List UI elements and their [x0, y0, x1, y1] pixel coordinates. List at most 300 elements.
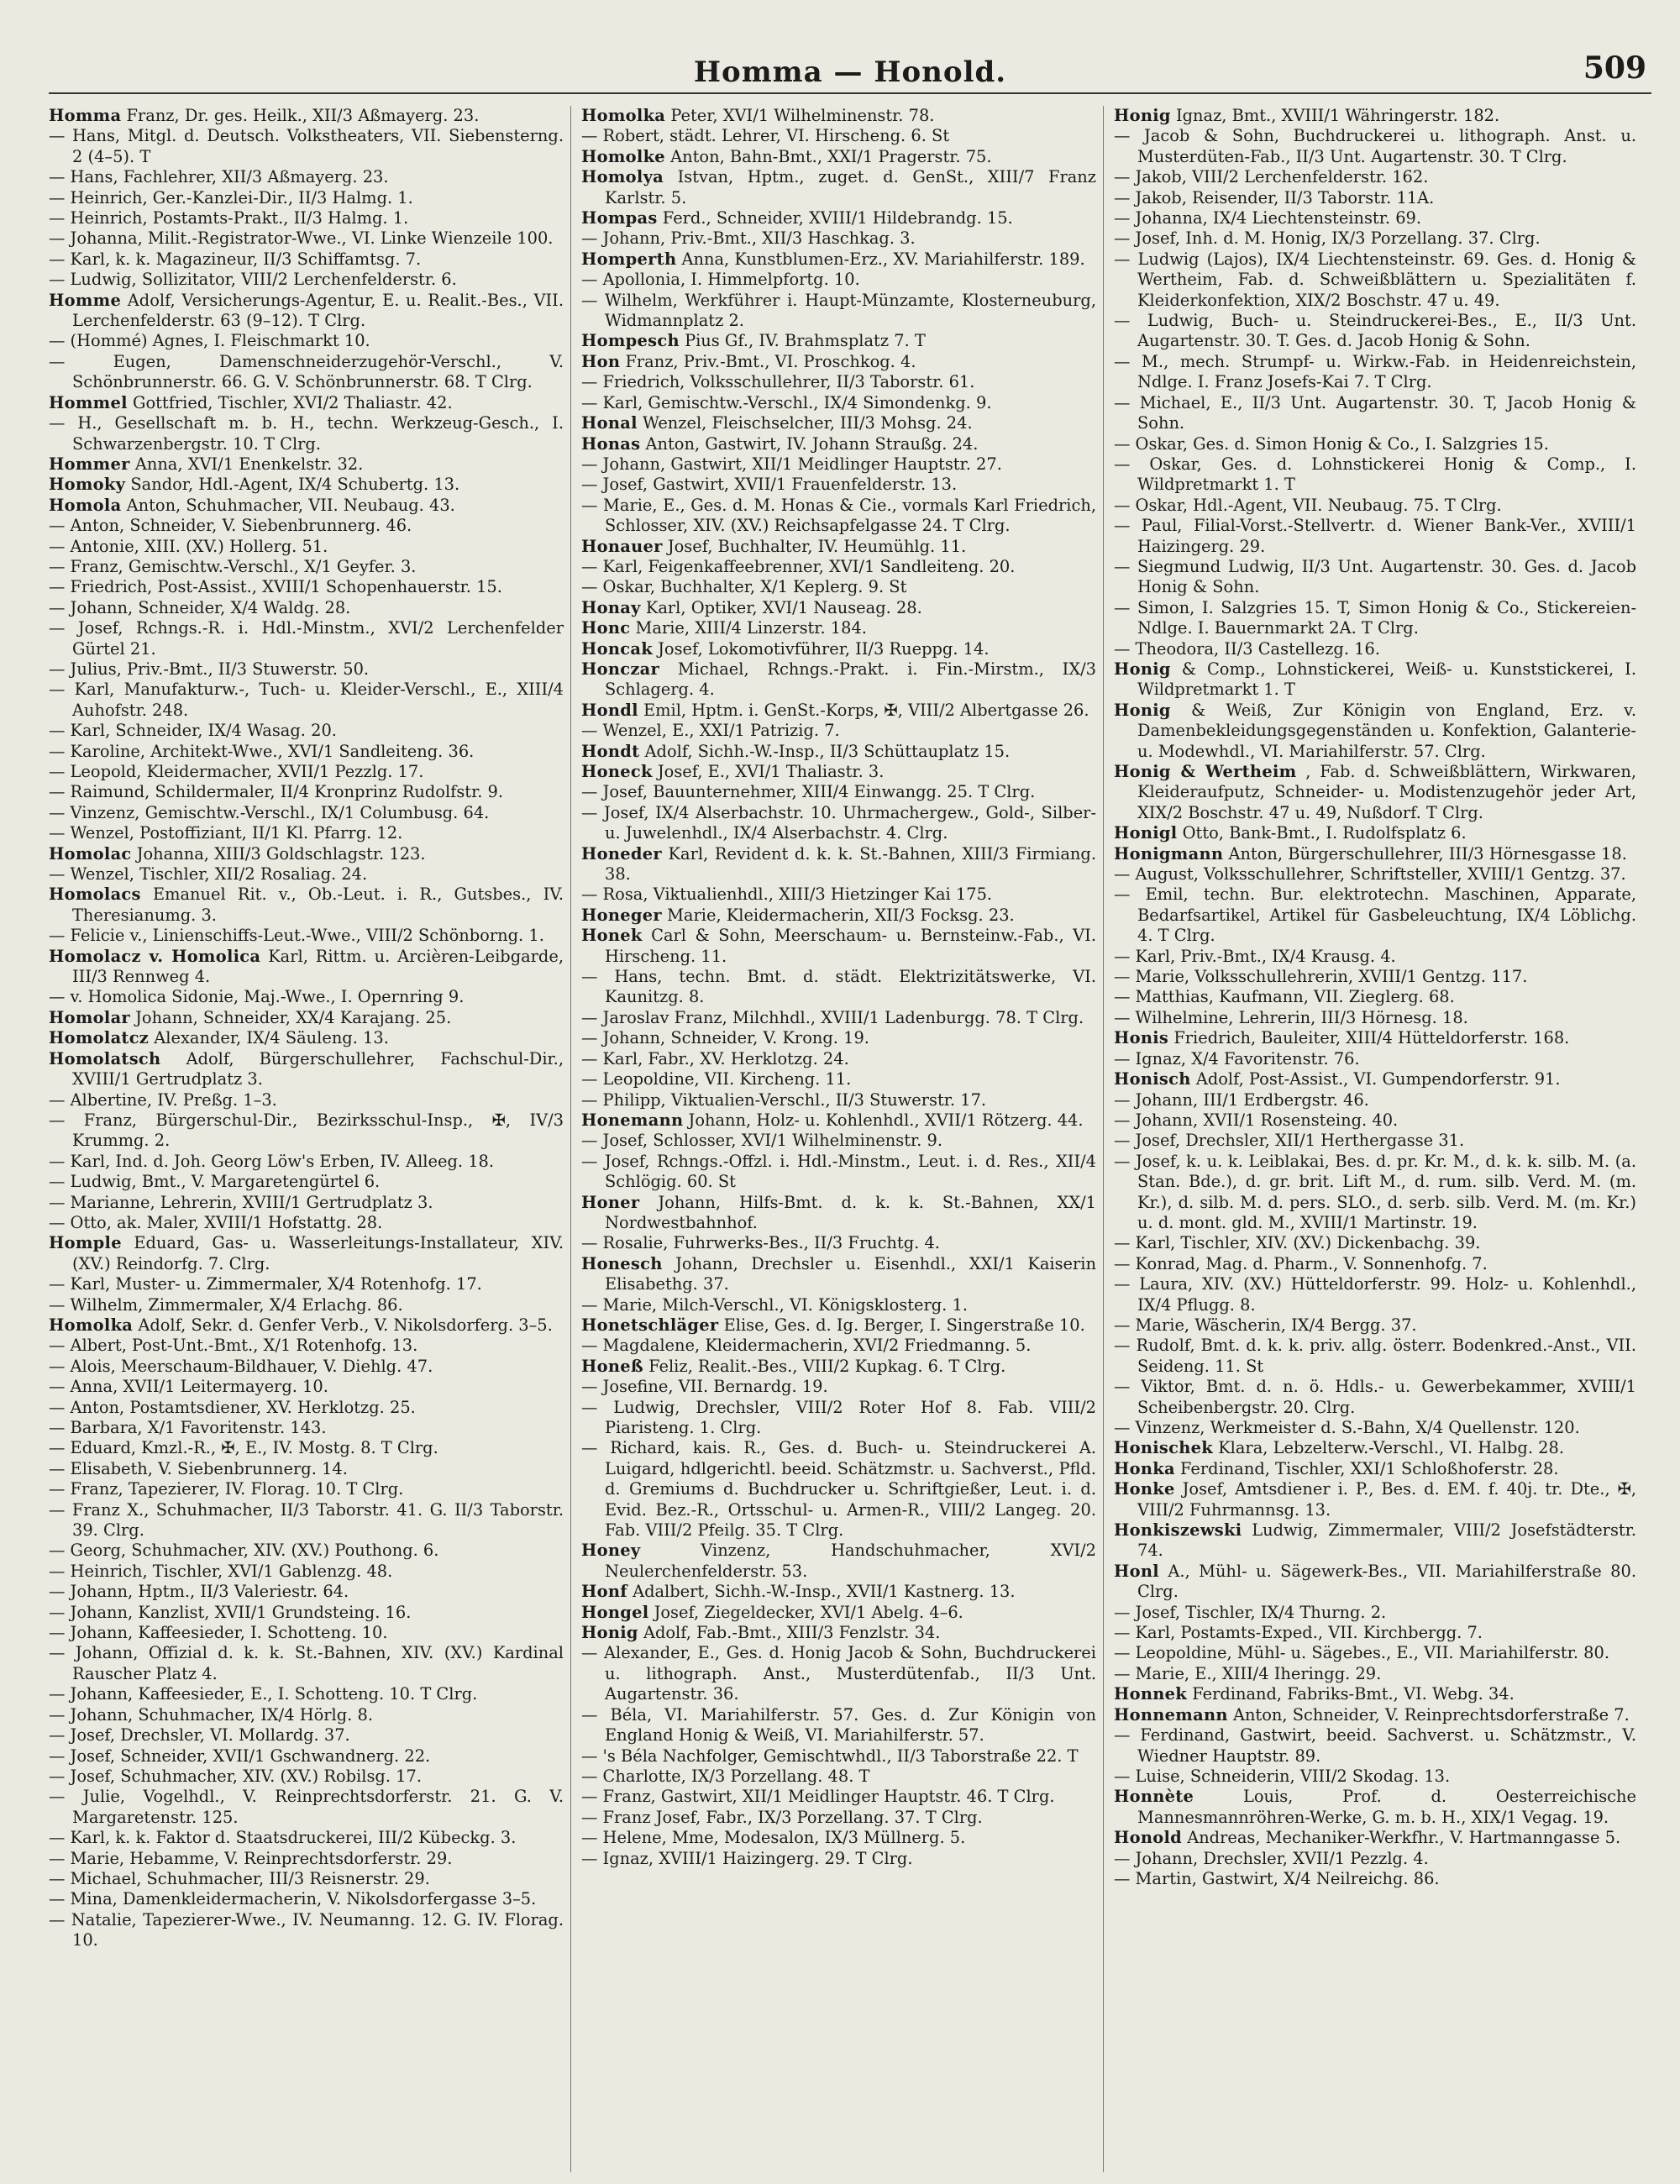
directory-entry — [1114, 1336, 1636, 1377]
surname: Hompesch — [581, 331, 680, 351]
directory-entry — [581, 167, 1096, 208]
entry-text: — Emil, techn. Bur. elektrotechn. Maschinen, Apparate, Bedarfsartikel, Artikel für Gasbeleuchtung, IX/4 Löblichg. 4. T Clrg. — [1114, 885, 1636, 946]
directory-entry — [581, 1254, 1096, 1295]
directory-entry — [1114, 1869, 1636, 1889]
entry-text: — Karl, Manufakturw.-, Tuch- u. Kleider-Verschl., E., XIII/4 Auhofstr. 248. — [49, 680, 564, 720]
entry-text: Johann, Hilfs-Bmt. d. k. k. St.-Bahnen, XX/1 Nordwestbahnhof. — [605, 1192, 1096, 1232]
directory-entry — [1114, 1008, 1636, 1028]
entry-text: , Fab. d. Schweißblättern, Wirkwaren, Kleideraufputz, Schneider- u. Modistenzugehör jeder Art, XIX/2 Boschstr. 47 u. 49, Nußdorf. T Clrg. — [1137, 762, 1636, 822]
directory-entry — [581, 228, 1096, 249]
directory-entry — [49, 803, 564, 823]
page-number: 509 — [1583, 50, 1646, 86]
columns — [49, 106, 1651, 2172]
directory-entry — [49, 1152, 564, 1172]
directory-entry — [1114, 208, 1636, 228]
directory-entry — [581, 434, 1096, 454]
directory-entry — [581, 1746, 1096, 1767]
surname: Honis — [1114, 1028, 1169, 1048]
directory-entry — [1114, 393, 1636, 434]
directory-entry — [1114, 557, 1636, 598]
entry-text: — Alois, Meerschaum-Bildhauer, V. Diehlg. 47. — [49, 1356, 433, 1376]
entry-text: Ferdinand, Tischler, XXI/1 Schloßhoferstr. 28. — [1180, 1458, 1559, 1478]
directory-entry — [1114, 1664, 1636, 1684]
directory-entry — [581, 1398, 1096, 1439]
directory-entry — [49, 1274, 564, 1294]
directory-entry — [49, 208, 564, 228]
entry-text: — Josef, Inh. d. M. Honig, IX/3 Porzellang. 37. Clrg. — [1114, 228, 1541, 249]
directory-entry — [1114, 844, 1636, 864]
directory-entry — [1114, 311, 1636, 352]
entry-text: — Siegmund Ludwig, II/3 Unt. Augartenstr. 30. Ges. d. Jacob Honig & Sohn. — [1114, 556, 1636, 597]
directory-entry — [1114, 762, 1636, 823]
entry-text: — Franz X., Schuhmacher, II/3 Taborstr. 41. G. II/3 Taborstr. 39. Clrg. — [49, 1499, 564, 1541]
entry-text: Elise, Ges. d. Ig. Berger, I. Singerstraße 10. — [723, 1315, 1085, 1335]
directory-entry — [49, 516, 564, 536]
directory-entry — [49, 1582, 564, 1602]
entry-text: Franz, Priv.-Bmt., VI. Proschkog. 4. — [625, 351, 916, 371]
directory-entry — [1114, 1705, 1636, 1725]
entry-text: Marie, Kleidermacherin, XII/3 Focksg. 23. — [667, 905, 1015, 925]
directory-entry — [49, 742, 564, 762]
entry-text: — Josefine, VII. Bernardg. 19. — [581, 1377, 828, 1397]
surname: Homma — [49, 106, 122, 125]
directory-entry — [581, 106, 1096, 126]
surname: Honemann — [581, 1110, 684, 1130]
entry-text: — Wenzel, Postoffiziant, II/1 Kl. Pfarrg. 12. — [49, 823, 403, 843]
surname: Honer — [581, 1192, 640, 1212]
entry-text: — Ignaz, XVIII/1 Haizingerg. 29. T Clrg. — [581, 1848, 913, 1868]
directory-entry — [1114, 249, 1636, 311]
directory-entry — [49, 762, 564, 782]
directory-entry — [49, 1787, 564, 1828]
directory-entry — [49, 1028, 564, 1048]
entry-text: Ignaz, Bmt., XVIII/1 Währingerstr. 182. — [1175, 106, 1500, 125]
directory-entry — [581, 1438, 1096, 1541]
directory-entry — [49, 1398, 564, 1418]
directory-entry — [49, 823, 564, 843]
directory-entry — [49, 618, 564, 659]
directory-entry — [581, 1152, 1096, 1193]
surname: Honauer — [581, 536, 663, 556]
directory-entry — [1114, 1603, 1636, 1623]
directory-entry — [581, 1767, 1096, 1787]
entry-text: Adolf, Fab.-Bmt., XIII/3 Fenzlstr. 34. — [643, 1623, 941, 1643]
directory-entry — [49, 1295, 564, 1315]
directory-entry — [581, 598, 1096, 618]
directory-entry — [581, 475, 1096, 495]
directory-entry — [49, 1849, 564, 1869]
directory-entry — [581, 270, 1096, 290]
entry-text: — Barbara, X/1 Favoritenstr. 143. — [49, 1418, 327, 1437]
directory-entry — [49, 1357, 564, 1377]
entry-text: Peter, XVI/1 Wilhelminenstr. 78. — [670, 106, 935, 125]
directory-entry — [49, 106, 564, 126]
directory-entry — [581, 701, 1096, 721]
entry-text: Johann, Schneider, XX/4 Karajang. 25. — [135, 1007, 452, 1027]
directory-entry — [581, 803, 1096, 844]
entry-text: — Apollonia, I. Himmelpfortg. 10. — [581, 270, 860, 290]
entry-text: Alexander, IX/4 Säuleng. 13. — [154, 1028, 389, 1048]
entry-text: — Otto, ak. Maler, XVIII/1 Hofstattg. 28. — [49, 1212, 383, 1232]
entry-text: — Theodora, II/3 Castellezg. 16. — [1114, 638, 1381, 659]
surname: Hompas — [581, 208, 658, 228]
directory-entry — [581, 1849, 1096, 1869]
entry-text: Ferd., Schneider, XVIII/1 Hildebrandg. 15. — [662, 208, 1013, 228]
entry-text: Adolf, Sekr. d. Genfer Verb., V. Nikolsdorferg. 3–5. — [138, 1315, 553, 1335]
directory-entry — [49, 352, 564, 393]
directory-entry — [49, 680, 564, 721]
entry-text: Andreas, Mechaniker-Werkfhr., V. Hartmanngasse 5. — [1187, 1828, 1621, 1848]
directory-entry — [581, 291, 1096, 332]
directory-entry — [581, 1049, 1096, 1069]
directory-entry — [581, 126, 1096, 146]
entry-text: — Vinzenz, Werkmeister d. S.-Bahn, X/4 Quellenstr. 120. — [1114, 1418, 1580, 1437]
directory-entry — [49, 1746, 564, 1767]
directory-entry — [581, 967, 1096, 1008]
entry-text: — Josef, Schneider, XVII/1 Gschwandnerg. 22. — [49, 1746, 431, 1766]
directory-entry — [581, 906, 1096, 926]
surname: Honl — [1114, 1561, 1159, 1581]
directory-entry — [1114, 496, 1636, 516]
entry-text: Johann, Drechsler u. Eisenhdl., XXI/1 Kaiserin Elisabethg. 37. — [605, 1253, 1096, 1294]
entry-text: — Anton, Schneider, V. Siebenbrunnerg. 46. — [49, 516, 412, 536]
entry-text: — Johann, Hptm., II/3 Valeriestr. 64. — [49, 1582, 349, 1602]
directory-entry — [581, 1315, 1096, 1336]
directory-entry — [581, 1787, 1096, 1807]
directory-entry — [49, 496, 564, 516]
entry-text: Adalbert, Sichh.-W.-Insp., XVII/1 Kastnerg. 13. — [633, 1582, 1016, 1602]
entry-text: — Viktor, Bmt. d. n. ö. Hdls.- u. Gewerbekammer, XVIII/1 Scheibenbergstr. 20. Clrg. — [1114, 1377, 1636, 1417]
directory-entry — [1114, 1110, 1636, 1131]
directory-entry — [581, 1808, 1096, 1828]
entry-text: — Johann, Kaffeesieder, E., I. Schotteng. 10. T Clrg. — [49, 1684, 478, 1704]
directory-entry — [1114, 987, 1636, 1007]
directory-entry — [49, 721, 564, 741]
surname: Homolya — [581, 167, 664, 187]
entry-text: Franz, Dr. ges. Heilk., XII/3 Aßmayerg. 23. — [126, 106, 480, 125]
entry-text: Adolf, Sichh.-W.-Insp., II/3 Schüttauplatz 15. — [644, 741, 1011, 761]
surname: Homperth — [581, 249, 677, 269]
entry-text: — Rosa, Viktualienhdl., XIII/3 Hietzinger Kai 175. — [581, 885, 993, 905]
entry-text: — Julius, Priv.-Bmt., II/3 Stuwerstr. 50. — [49, 659, 370, 679]
directory-entry — [49, 864, 564, 885]
entry-text: — Wilhelm, Zimmermaler, X/4 Erlachg. 86. — [49, 1294, 403, 1315]
entry-text: — Ludwig (Lajos), IX/4 Liechtensteinstr. 69. Ges. d. Honig & Wertheim, Fab. d. Schweißblättern u. Spezialitäten f. Kleiderkonfektion, XIX/2 Boschstr. 47 u. 49. — [1114, 249, 1636, 310]
entry-text: — Heinrich, Postamts-Prakt., II/3 Halmg. 1. — [49, 208, 409, 228]
entry-text: — Albertine, IV. Preßg. 1–3. — [49, 1089, 277, 1110]
entry-text: Johann, Holz- u. Kohlenhdl., XVII/1 Rötzerg. 44. — [688, 1110, 1084, 1130]
entry-text: — Johann, Kaffeesieder, I. Schotteng. 10. — [49, 1623, 388, 1643]
surname: Honke — [1114, 1479, 1175, 1499]
surname: Honek — [581, 926, 643, 946]
directory-entry — [581, 1828, 1096, 1848]
entry-text: Michael, Rchngs.-Prakt. i. Fin.-Mirstm., IX/3 Schlagerg. 4. — [605, 659, 1097, 700]
directory-entry — [49, 393, 564, 413]
directory-entry — [581, 1090, 1096, 1110]
directory-entry — [49, 167, 564, 187]
directory-entry — [1114, 1090, 1636, 1110]
entry-text: — Ludwig, Buch- u. Steindruckerei-Bes., E., II/3 Unt. Augartenstr. 30. T. Ges. d. Jacob Honig & Sohn. — [1114, 311, 1636, 351]
entry-text: — Robert, städt. Lehrer, VI. Hirscheng. 6. St — [581, 126, 950, 146]
entry-text: — Johann, Schneider, V. Krong. 19. — [581, 1028, 869, 1048]
directory-entry — [1114, 864, 1636, 885]
directory-entry — [581, 1357, 1096, 1377]
entry-text: — 's Béla Nachfolger, Gemischtwhdl., II/3 Taborstraße 22. T — [581, 1746, 1079, 1766]
entry-text: Ferdinand, Fabriks-Bmt., VI. Webg. 34. — [1192, 1684, 1515, 1704]
surname: Honisch — [1114, 1069, 1191, 1089]
entry-text: — Vinzenz, Gemischtw.-Verschl., IX/1 Columbusg. 64. — [49, 802, 490, 822]
directory-entry — [49, 126, 564, 167]
directory-entry — [1114, 1787, 1636, 1828]
entry-text: — Heinrich, Tischler, XVI/1 Gablenzg. 48. — [49, 1561, 393, 1581]
entry-text: — Karl, Fabr., XV. Herklotzg. 24. — [581, 1048, 849, 1068]
surname: Honey — [581, 1541, 641, 1561]
entry-text: Johanna, XIII/3 Goldschlagstr. 123. — [136, 843, 426, 864]
entry-text: — Antonie, XIII. (XV.) Hollerg. 51. — [49, 536, 328, 556]
entry-text: — Philipp, Viktualien-Verschl., II/3 Stuwerstr. 17. — [581, 1089, 987, 1110]
directory-entry — [1114, 1152, 1636, 1234]
entry-text: — Marianne, Lehrerin, XVIII/1 Gertrudplatz 3. — [49, 1192, 433, 1212]
column-2 — [581, 106, 1104, 2172]
surname: Homoky — [49, 475, 126, 495]
surname: Honigl — [1114, 823, 1178, 843]
directory-entry — [581, 885, 1096, 905]
entry-text: — Oskar, Ges. d. Simon Honig & Co., I. Salzgries 15. — [1114, 433, 1549, 454]
entry-text: A., Mühl- u. Sägewerk-Bes., VII. Mariahilferstraße 80. Clrg. — [1137, 1561, 1636, 1602]
entry-text: — Ludwig, Bmt., V. Margaretengürtel 6. — [49, 1172, 381, 1192]
entry-text: — Anton, Postamtsdiener, XV. Herklotzg. 25. — [49, 1397, 416, 1417]
directory-entry — [49, 1213, 564, 1233]
entry-text: — Josef, Schlosser, XVI/1 Wilhelminenstr. 9. — [581, 1131, 942, 1151]
entry-text: — M., mech. Strumpf- u. Wirkw.-Fab. in Heidenreichstein, Ndlge. I. Franz Josefs-Kai 7. T Clrg. — [1114, 351, 1636, 392]
entry-text: — Karl, Schneider, IX/4 Wasag. 20. — [49, 721, 337, 741]
entry-text: — Friedrich, Volksschullehrer, II/3 Taborstr. 61. — [581, 372, 975, 392]
entry-text: — Wenzel, Tischler, XII/2 Rosaliag. 24. — [49, 864, 368, 885]
entry-text: — Marie, Hebamme, V. Reinprechtsdorferstr. 29. — [49, 1848, 453, 1868]
directory-entry — [1114, 1562, 1636, 1603]
entry-text: — Elisabeth, V. Siebenbrunnerg. 14. — [49, 1458, 348, 1478]
entry-text: & Weiß, Zur Königin von England, Erz. v. Damenbekleidungsgegenständen u. Konfektion, Galanterie- u. Modewhdl., VI. Mariahilferstr. 57. Clrg. — [1137, 700, 1636, 761]
entry-text: — Felicie v., Linienschiffs-Leut.-Wwe., VIII/2 Schönborng. 1. — [49, 926, 544, 946]
column-1 — [49, 106, 571, 2172]
directory-entry — [1114, 228, 1636, 249]
entry-text: — Karl, Priv.-Bmt., IX/4 Krausg. 4. — [1114, 946, 1396, 966]
surname: Honig — [1114, 700, 1171, 720]
directory-entry — [49, 1562, 564, 1582]
directory-entry — [581, 1582, 1096, 1602]
entry-text: — Marie, E., XIII/4 Iheringg. 29. — [1114, 1663, 1382, 1683]
directory-entry — [581, 1131, 1096, 1151]
entry-text: Friedrich, Bauleiter, XIII/4 Hütteldorferstr. 168. — [1173, 1028, 1570, 1048]
directory-entry — [49, 885, 564, 926]
entry-text: Josef, Amtsdiener i. P., Bes. d. EM. f. 40j. tr. Dte., ✠, VIII/2 Fuhrmannsg. 13. — [1137, 1479, 1636, 1520]
entry-text: Josef, Buchhalter, IV. Heumühlg. 11. — [667, 536, 967, 556]
surname: Honcak — [581, 638, 653, 659]
surname: Honeck — [581, 762, 653, 781]
entry-text: — Rudolf, Bmt. d. k. k. priv. allg. österr. Bodenkred.-Anst., VII. Seideng. 11. St — [1114, 1336, 1636, 1376]
directory-entry — [49, 577, 564, 597]
entry-text: Anton, Bahn-Bmt., XXI/1 Pragerstr. 75. — [670, 146, 992, 166]
page-title: Homma — Honold. — [693, 55, 1007, 89]
directory-entry — [581, 1643, 1096, 1704]
entry-text: Istvan, Hptm., zuget. d. GenSt., XIII/7 Franz Karlstr. 5. — [605, 167, 1096, 207]
directory-entry — [1114, 598, 1636, 639]
directory-entry — [1114, 1049, 1636, 1069]
entry-text: Karl, Optiker, XVI/1 Nauseag. 28. — [645, 597, 922, 617]
entry-text: — Josef, Schuhmacher, XIV. (XV.) Robilsg. 17. — [49, 1766, 422, 1786]
directory-entry — [581, 1008, 1096, 1028]
entry-text: — Michael, Schuhmacher, III/3 Reisnerstr. 29. — [49, 1868, 430, 1888]
entry-text: — Ignaz, X/4 Favoritenstr. 76. — [1114, 1048, 1360, 1068]
entry-text: — Josef, Drechsler, VI. Mollardg. 37. — [49, 1725, 350, 1746]
surname: Honka — [1114, 1458, 1175, 1478]
entry-text: Anna, XVI/1 Enenkelstr. 32. — [134, 454, 364, 474]
entry-text: — Eduard, Kmzl.-R., ✠, E., IV. Mostg. 8. T Clrg. — [49, 1438, 438, 1458]
directory-entry — [49, 1459, 564, 1479]
surname: Honig — [1114, 106, 1171, 125]
entry-text: — Jakob, VIII/2 Lerchenfelderstr. 162. — [1114, 167, 1429, 187]
entry-text: — Ludwig, Sollizitator, VIII/2 Lerchenfelderstr. 6. — [49, 270, 457, 290]
directory-entry — [581, 782, 1096, 802]
directory-entry — [1114, 1418, 1636, 1438]
entry-text: — Johanna, IX/4 Liechtensteinstr. 69. — [1114, 208, 1422, 228]
surname: Honf — [581, 1582, 627, 1602]
surname: Homolatsch — [49, 1048, 161, 1068]
entry-text: — Josef, IX/4 Alserbachstr. 10. Uhrmachergew., Gold-, Silber- u. Juwelenhdl., IX/4 Alserbachstr. 4. Clrg. — [581, 802, 1096, 843]
surname: Honischek — [1114, 1438, 1214, 1458]
directory-entry — [49, 1541, 564, 1561]
entry-text: — Johann, III/1 Erdbergstr. 46. — [1114, 1089, 1369, 1110]
entry-text: Vinzenz, Handschuhmacher, XVI/2 Neulerchenfelderstr. 53. — [605, 1541, 1096, 1581]
entry-text: Marie, XIII/4 Linzerstr. 184. — [635, 618, 867, 638]
entry-text: — Raimund, Schildermaler, II/4 Kronprinz Rudolfstr. 9. — [49, 782, 504, 802]
surname: Homolatcz — [49, 1028, 150, 1048]
entry-text: — Oskar, Hdl.-Agent, VII. Neubaug. 75. T Clrg. — [1114, 495, 1502, 515]
entry-text: Adolf, Versicherungs-Agentur, E. u. Realit.-Bes., VII. Lerchenfelderstr. 63 (9–12). T Clrg. — [72, 290, 564, 331]
entry-text: — Karl, k. k. Magazineur, II/3 Schiffamtsg. 7. — [49, 249, 422, 269]
entry-text: Adolf, Post-Assist., VI. Gumpendorferstr. 91. — [1195, 1069, 1561, 1089]
entry-text: — Béla, VI. Mariahilferstr. 57. Ges. d. Zur Königin von England Honig & Weiß, VI. Mariahilferstr. 57. — [581, 1704, 1096, 1746]
entry-text: Feliz, Realit.-Bes., VIII/2 Kupkag. 6. T Clrg. — [648, 1356, 1006, 1376]
surname: Honeger — [581, 905, 662, 925]
surname: Homme — [49, 290, 122, 310]
entry-text: — Johann, Kanzlist, XVII/1 Grundsteing. 16. — [49, 1602, 412, 1622]
directory-entry — [1114, 352, 1636, 393]
entry-text: — Martin, Gastwirt, X/4 Neilreichg. 86. — [1114, 1868, 1440, 1888]
entry-text: — Richard, kais. R., Ges. d. Buch- u. Steindruckerei A. Luigard, hdlgerichtl. beeid. Schätzmstr. u. Sachverst., Pfld. d. Gremiums d. Buchdrucker u. Schriftgießer, Leut. i. d. Evid. Bez.-R., Ortsschul- u. Armen-R., VIII/2 Langeg. 20. Fab. VIII/2 Pfeilg. 35. T Clrg. — [581, 1438, 1096, 1541]
directory-entry — [49, 1828, 564, 1848]
directory-entry — [581, 1233, 1096, 1253]
entry-text: — Helene, Mme, Modesalon, IX/3 Müllnerg. 5. — [581, 1828, 966, 1848]
directory-entry — [49, 1008, 564, 1028]
directory-entry — [581, 496, 1096, 537]
entry-text: Sandor, Hdl.-Agent, IX/4 Schubertg. 13. — [130, 475, 460, 495]
surname: Honczar — [581, 659, 660, 679]
surname: Honeder — [581, 843, 662, 864]
entry-text: — Marie, Volksschullehrerin, XVIII/1 Gentzg. 117. — [1114, 967, 1528, 987]
entry-text: — Karl, Postamts-Exped., VII. Kirchbergg. 7. — [1114, 1623, 1483, 1643]
directory-entry — [581, 1193, 1096, 1234]
entry-text: — Johann, Offizial d. k. k. St.-Bahnen, XIV. (XV.) Kardinal Rauscher Platz 4. — [49, 1643, 564, 1683]
directory-entry — [581, 1295, 1096, 1315]
directory-entry — [49, 249, 564, 270]
entry-text: Anton, Schuhmacher, VII. Neubaug. 43. — [126, 495, 455, 515]
directory-entry — [581, 762, 1096, 782]
entry-text: — Eugen, Damenschneiderzugehör-Verschl., V. Schönbrunnerstr. 66. G. V. Schönbrunnerstr. 68. T Clrg. — [49, 351, 564, 392]
directory-entry — [49, 1889, 564, 1909]
directory-entry — [1114, 1684, 1636, 1704]
directory-entry — [49, 1623, 564, 1643]
directory-entry — [49, 270, 564, 290]
directory-entry — [1114, 1623, 1636, 1643]
directory-entry — [581, 1623, 1096, 1643]
entry-text: Josef, Lokomotivführer, II/3 Rueppg. 14. — [658, 638, 990, 659]
surname: Hondl — [581, 700, 638, 720]
directory-entry — [581, 208, 1096, 228]
entry-text: — Matthias, Kaufmann, VII. Zieglerg. 68. — [1114, 987, 1455, 1007]
surname: Homolar — [49, 1007, 130, 1027]
directory-entry — [581, 1705, 1096, 1746]
directory-entry — [49, 537, 564, 557]
entry-text: — Franz, Gemischtw.-Verschl., X/1 Geyfer. 3. — [49, 556, 417, 576]
directory-entry — [581, 352, 1096, 372]
directory-entry — [49, 454, 564, 475]
directory-entry — [49, 1336, 564, 1356]
directory-entry — [49, 1500, 564, 1541]
directory-entry — [1114, 516, 1636, 557]
directory-entry — [1114, 1233, 1636, 1253]
surname: Honold — [1114, 1828, 1183, 1848]
entry-text: Anton, Schneider, V. Reinprechtsdorferstraße 7. — [1232, 1704, 1630, 1725]
directory-entry — [581, 372, 1096, 392]
directory-entry — [581, 147, 1096, 167]
entry-text: — Karoline, Architekt-Wwe., XVI/1 Sandleiteng. 36. — [49, 741, 475, 761]
entry-text: — Johann, Drechsler, XVII/1 Pezzlg. 4. — [1114, 1848, 1429, 1868]
entry-text: — Marie, Wäscherin, IX/4 Bergg. 37. — [1114, 1315, 1417, 1335]
entry-text: — Leopold, Kleidermacher, XVII/1 Pezzlg. 17. — [49, 762, 424, 781]
directory-entry — [49, 475, 564, 495]
directory-entry — [49, 1910, 564, 1951]
column-3 — [1114, 106, 1636, 2172]
entry-text: — H., Gesellschaft m. b. H., techn. Werkzeug-Gesch., I. Schwarzenbergstr. 10. T Clrg. — [49, 413, 564, 454]
directory-entry — [581, 721, 1096, 741]
directory-entry — [1114, 1377, 1636, 1418]
entry-text: — Josef, Rchngs.-Offzl. i. Hdl.-Minstm., Leut. i. d. Res., XII/4 Schlögig. 60. St — [581, 1151, 1096, 1192]
surname: Homolac — [49, 843, 132, 864]
directory-entry — [49, 1767, 564, 1787]
directory-entry — [49, 1315, 564, 1336]
entry-text: — Rosalie, Fuhrwerks-Bes., II/3 Fruchtg. 4. — [581, 1233, 940, 1253]
directory-entry — [49, 1869, 564, 1889]
entry-text: Eduard, Gas- u. Wasserleitungs-Installateur, XIV. (XV.) Reindorfg. 7. Clrg. — [72, 1233, 564, 1273]
directory-entry — [49, 291, 564, 332]
entry-text: — Johann, Schneider, X/4 Waldg. 28. — [49, 597, 351, 617]
entry-text: Josef, Ziegeldecker, XVI/1 Abelg. 4–6. — [654, 1602, 963, 1622]
directory-entry — [1114, 1274, 1636, 1315]
directory-entry — [581, 926, 1096, 967]
directory-entry — [49, 1603, 564, 1623]
surname: Hon — [581, 351, 621, 371]
entry-text: — Ludwig, Drechsler, VIII/2 Roter Hof 8. Fab. VIII/2 Piaristeng. 1. Clrg. — [581, 1397, 1096, 1437]
directory-entry — [581, 393, 1096, 413]
entry-text: — Paul, Filial-Vorst.-Stellvertr. d. Wiener Bank-Ver., XVIII/1 Haizingerg. 29. — [1114, 516, 1636, 556]
entry-text: — Anna, XVII/1 Leitermayerg. 10. — [49, 1377, 328, 1397]
directory-entry — [1114, 1069, 1636, 1089]
entry-text: — Josef, Gastwirt, XVII/1 Frauenfelderstr. 13. — [581, 475, 958, 495]
directory-entry — [49, 926, 564, 946]
entry-text: Josef, E., XVI/1 Thaliastr. 3. — [657, 762, 885, 781]
surname: Homolka — [581, 106, 666, 125]
